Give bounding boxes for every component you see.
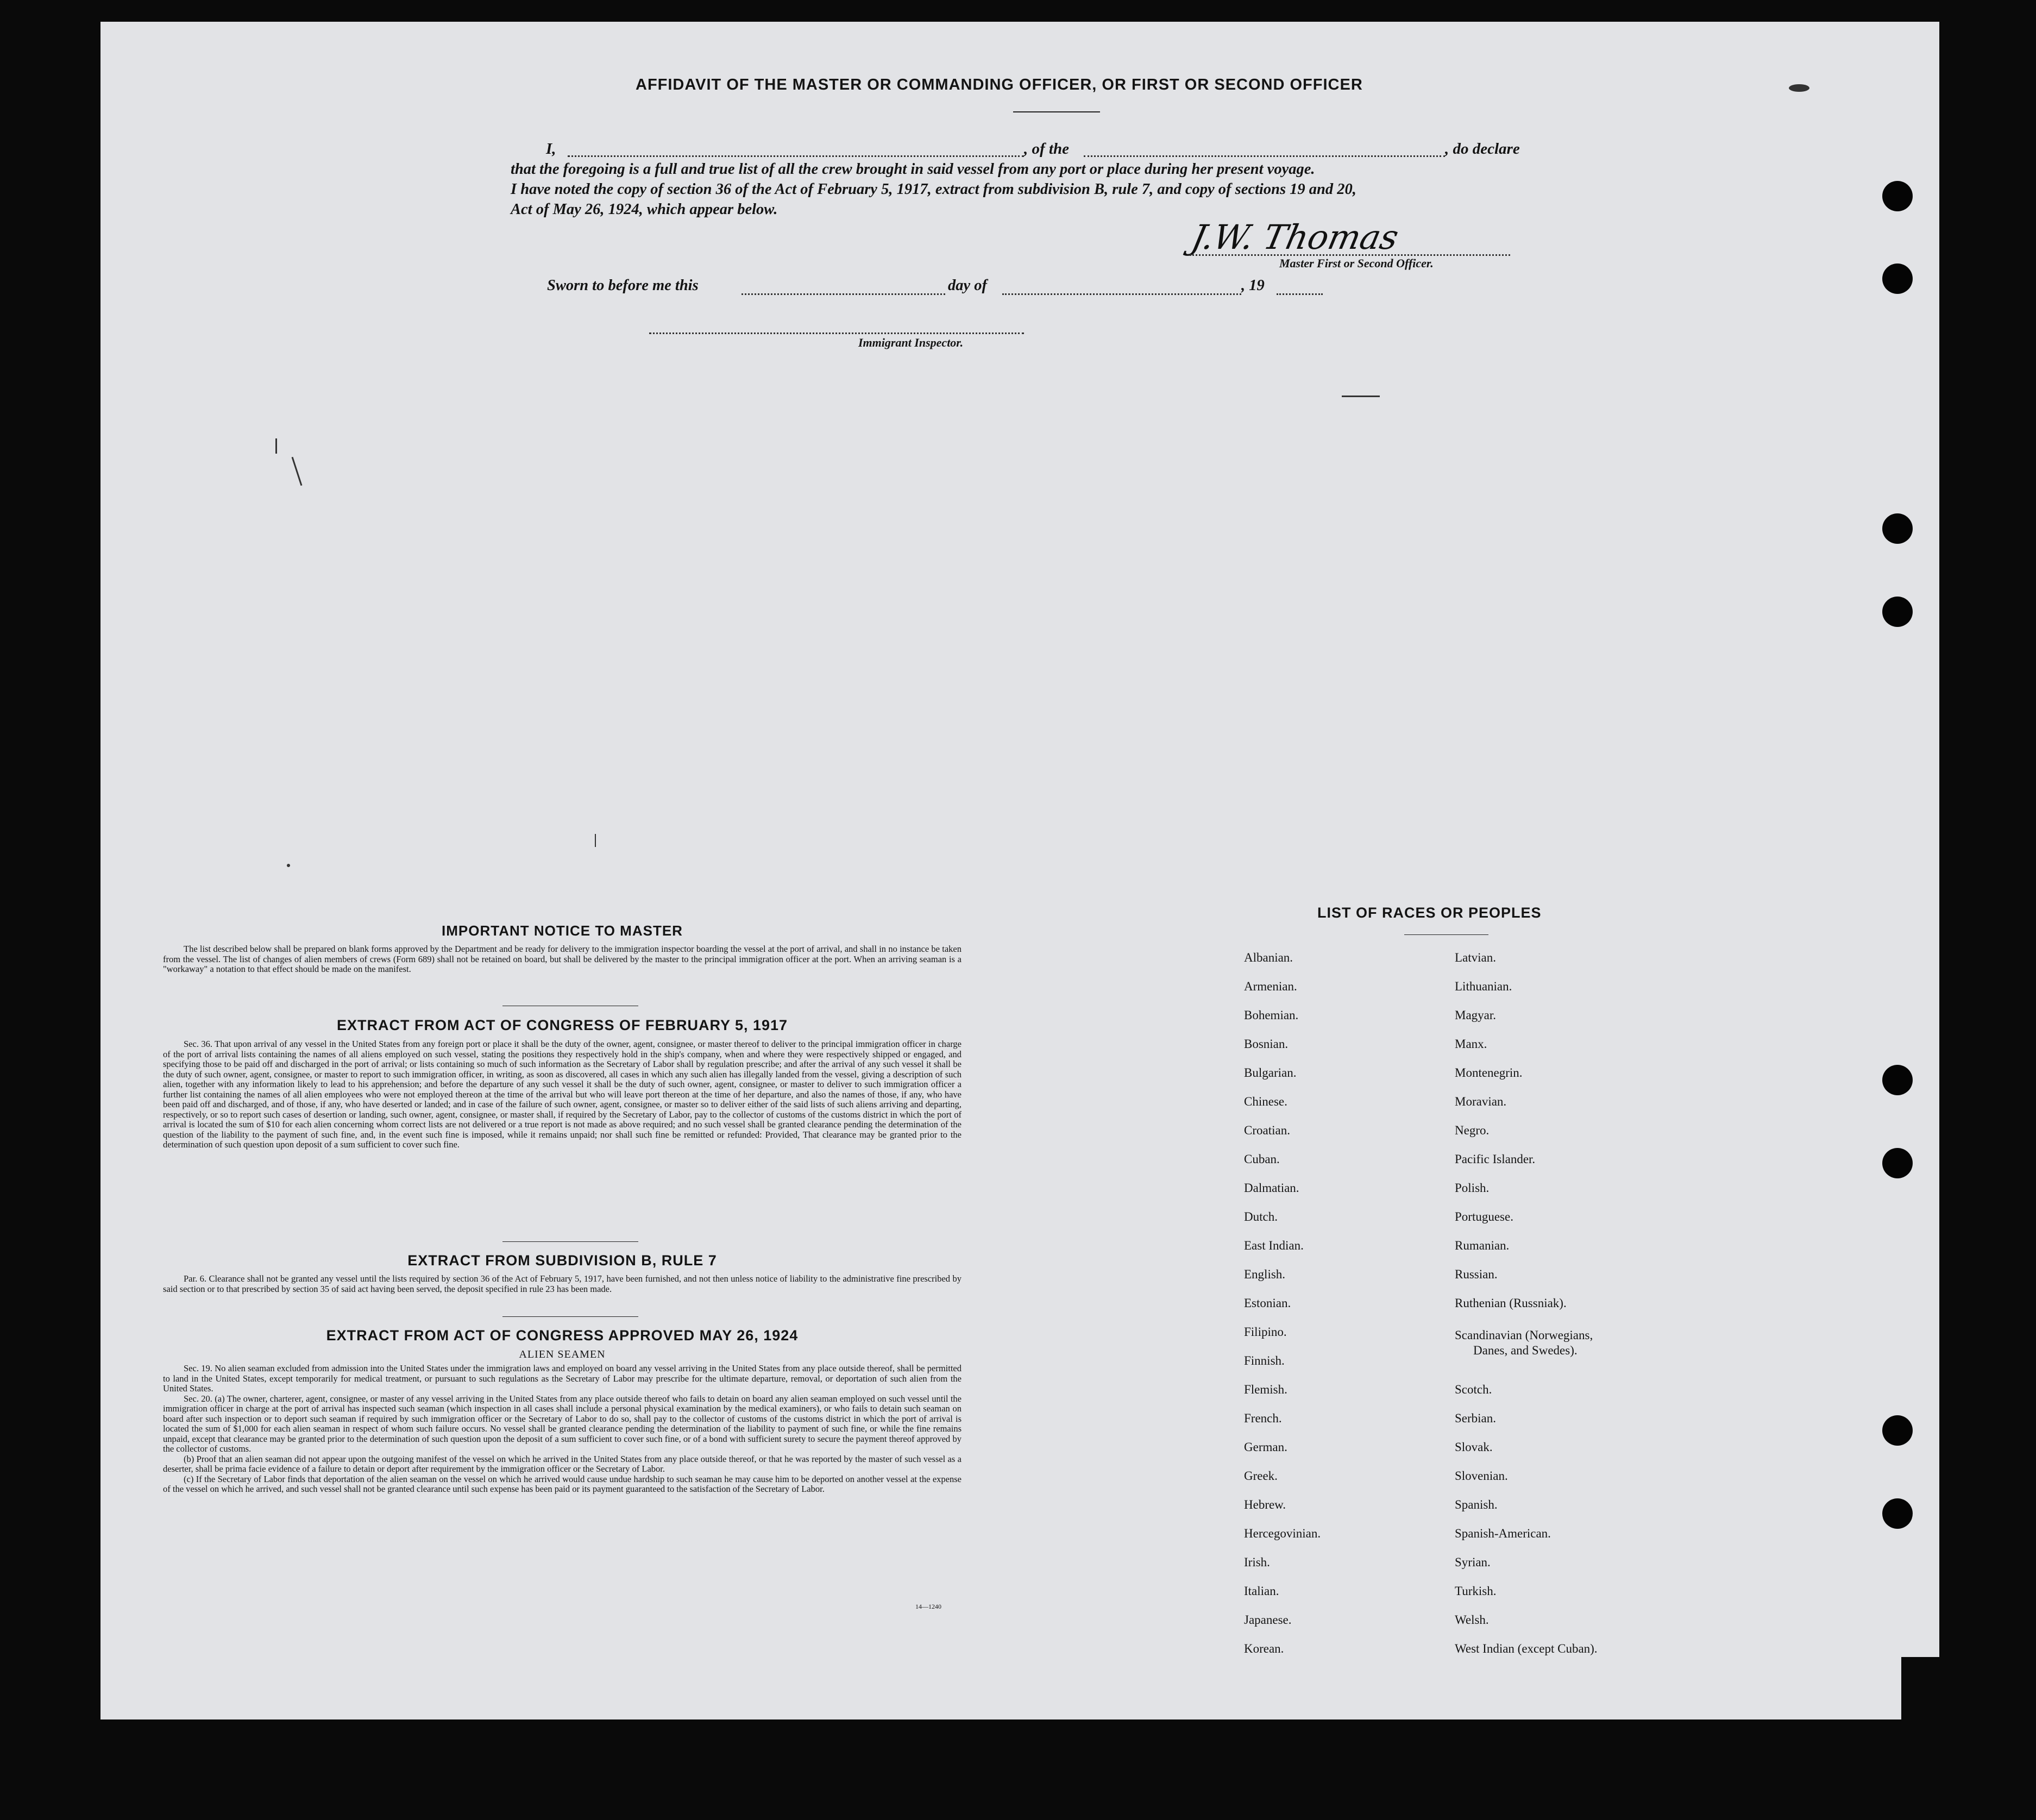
race-item: Ruthenian (Russniak). (1455, 1296, 1567, 1310)
race-item: Greek. (1244, 1469, 1278, 1483)
title-divider (1013, 111, 1100, 112)
sworn-month-blank (1002, 293, 1241, 295)
race-item: Croatian. (1244, 1124, 1290, 1137)
extract-1917-divider (502, 1241, 638, 1242)
race-item: Rumanian. (1455, 1239, 1510, 1252)
rule7-title: EXTRACT FROM SUBDIVISION B, RULE 7 (407, 1252, 717, 1269)
rule7-text (163, 1274, 962, 1294)
extract-1917-title: EXTRACT FROM ACT OF CONGRESS OF FEBRUARY 5, 1917 (336, 1017, 788, 1033)
race-item: Cuban. (1244, 1152, 1280, 1166)
race-item: Dalmatian. (1244, 1181, 1299, 1195)
race-item: Estonian. (1244, 1296, 1291, 1310)
extract-1924-text (163, 1364, 962, 1495)
extract-1917-text (163, 1039, 962, 1150)
race-item: Polish. (1455, 1181, 1490, 1195)
race-item: German. (1244, 1440, 1287, 1454)
inspector-line (649, 332, 1024, 334)
race-item: West Indian (except Cuban). (1455, 1642, 1598, 1655)
race-item: Dutch. (1244, 1210, 1278, 1223)
race-item: Albanian. (1244, 951, 1293, 964)
race-item: Montenegrin. (1455, 1066, 1523, 1080)
race-item: Negro. (1455, 1124, 1490, 1137)
race-item: Bohemian. (1244, 1008, 1299, 1022)
race-item: Spanish-American. (1455, 1527, 1551, 1540)
races-title: LIST OF RACES OR PEOPLES (1317, 905, 1542, 921)
race-item: Lithuanian. (1455, 980, 1512, 993)
declare-i: I, (546, 140, 556, 158)
race-item: Spanish. (1455, 1498, 1498, 1511)
binder-hole (1882, 1498, 1913, 1529)
affidavit-title: AFFIDAVIT OF THE MASTER OR COMMANDING OFFICER, OR FIRST OR SECOND OFFICER (636, 76, 1363, 93)
binder-hole (1882, 1415, 1913, 1446)
sworn-year: , 19 (1241, 277, 1265, 294)
race-item: Serbian. (1455, 1411, 1497, 1425)
race-item: Syrian. (1455, 1555, 1491, 1569)
race-item: Japanese. (1244, 1613, 1292, 1627)
signature-line (1190, 254, 1510, 256)
race-item: Russian. (1455, 1267, 1498, 1281)
affidavit-body-line-1: that the foregoing is a full and true list of all the crew brought in said vessel from any port or place during her present voyage. (511, 161, 1315, 178)
binder-hole (1882, 1148, 1913, 1178)
notice-text (163, 944, 962, 975)
sworn-day-of: day of (948, 277, 988, 294)
sworn-day-blank (741, 293, 945, 295)
race-item: East Indian. (1244, 1239, 1304, 1252)
sworn-year-blank (1277, 293, 1323, 295)
sec20a-paragraph: Sec. 20. (a) The owner, charterer, agent, consignee, or master of any vessel arriving in the United States from any place outside thereof who fails to detain on board any alien seaman employed on such vessel until the immigration officer in charge at the port of arrival has inspected such seaman (which inspection in all cases shall include a personal physical examination by the medical examiners), or who fails to detain such seaman on board after such inspection or to deport such seaman if required by such immigration officer or the Secretary of Labor to do so, shall pay to the collector of customs of the customs district in which the port of arrival is located the sum of $1,000 for each alien seaman in respect of whom such failure occurs. No vessel shall be granted clearance pending the determination of the liability to payment of such fine, or while the fine remains unpaid, except that clearance may be granted prior to the determination of such question upon the deposit of a sum sufficient to cover such fine, or of a bond with sufficient surety to secure the payment thereof approved by the collector of customs. (163, 1393, 962, 1454)
binder-hole (1882, 597, 1913, 627)
race-item: Hercegovinian. (1244, 1527, 1321, 1540)
sworn-prefix: Sworn to before me this (547, 277, 699, 294)
races-divider (1404, 934, 1488, 935)
race-item: Pacific Islander. (1455, 1152, 1536, 1166)
sec20b-paragraph: (b) Proof that an alien seaman did not appear upon the outgoing manifest of the vessel on which he arrived in the United States from any place outside thereof, or that he was reported by the master of such vessel as a deserter, shall be prima facie evidence of a failure to detain or deport after requirement by the immigration officer or the Secretary of Labor. (163, 1453, 962, 1474)
inspector-caption: Immigrant Inspector. (858, 336, 964, 349)
binder-hole (1882, 263, 1913, 294)
name-blank (568, 155, 1024, 157)
race-item: Slovenian. (1455, 1469, 1508, 1483)
stray-mark (1342, 396, 1380, 397)
alien-seamen-subtitle: ALIEN SEAMEN (519, 1348, 606, 1360)
race-item: Korean. (1244, 1642, 1284, 1655)
notice-title: IMPORTANT NOTICE TO MASTER (442, 922, 683, 939)
vessel-blank (1084, 155, 1445, 157)
race-item: Danes, and Swedes). (1473, 1344, 1578, 1357)
race-item: Irish. (1244, 1555, 1270, 1569)
page-corner (1901, 1657, 1939, 1719)
race-item: Chinese. (1244, 1095, 1287, 1108)
race-item: Latvian. (1455, 951, 1496, 964)
race-item: Scandinavian (Norwegians, (1455, 1328, 1593, 1342)
race-item: Italian. (1244, 1584, 1279, 1598)
stray-mark (595, 834, 596, 847)
declare-do-declare: , do declare (1445, 140, 1520, 158)
declare-of-the: , of the (1024, 140, 1069, 158)
race-item: Filipino. (1244, 1325, 1287, 1339)
rule7-divider (502, 1316, 638, 1317)
stray-mark (292, 457, 303, 486)
stray-mark (275, 438, 277, 454)
extract-1924-title: EXTRACT FROM ACT OF CONGRESS APPROVED MAY 26, 1924 (326, 1327, 799, 1344)
sec20c-paragraph: (c) If the Secretary of Labor finds that deportation of the alien seaman on the vessel on which he arrived would cause undue hardship to such seaman he may cause him to be deported on another vessel at the expense of the vessel on which he arrived, and such vessel shall not be granted clearance until such expense has been paid or its payment guaranteed to the satisfaction of the Secretary of Labor. (163, 1473, 962, 1494)
section-36-paragraph: Sec. 36. That upon arrival of any vessel in the United States from any foreign port or place it shall be the duty of the owner, agent, consignee, or master thereof to deliver to the principal immigration officer in charge of the port of arrival lists containing the names of all aliens employed on such vessel, stating the positions they respectively hold in the ship's company, when and where they were respectively shipped or engaged, and specifying those to be paid off and discharged in the port of arrival; or lists containing so much of such information as the Secretary of Labor shall by regulation prescribe; and after the arrival of any such vessel it shall be the duty of such owner, agent, consignee, or master to report to such immigration officer, in writing, as soon as discovered, all cases in which any such alien has illegally landed from the vessel, giving a description of such alien, together with any information likely to lead to his apprehension; and before the departure of any such vessel it shall be the duty of such owner, agent, consignee, or master to deliver to such immigration officer a further list containing the names of all alien employees who were not employed thereon at the time of the arrival but who will leave port thereon at the time of her departure, and also the names of those, if any, who have been paid off and discharged, and of those, if any, who have deserted or landed; and in case of the failure of such owner, agent, consignee, or master so to deliver either of the said lists of such aliens arriving and departing, respectively, or so to report such cases of desertion or landing, such owner, agent, consignee, or master shall, if required by the Secretary of Labor, pay to the collector of customs of the customs district in which the port of arrival is located the sum of $10 for each alien concerning whom correct lists are not delivered or a true report is not made as above required; and no such vessel shall be granted clearance pending the determination of the question of the liability to the payment of such fine, and, in the event such fine is imposed, while it remains unpaid; nor shall such fine be remitted or refunded: Provided, That clearance may be granted prior to the determination of such question upon deposit of a sum sufficient to cover such fine. (163, 1039, 962, 1150)
race-item: Bulgarian. (1244, 1066, 1297, 1080)
race-item: Portuguese. (1455, 1210, 1513, 1223)
notice-paragraph: The list described below shall be prepared on blank forms approved by the Department and be ready for delivery to the immigration inspector boarding the vessel at the port of arrival, and shall in no instance be taken from the vessel. The list of changes of alien members of crews (Form 689) shall not be retained on board, but shall be delivered by the master to the principal immigration officer at the port. When an arriving seaman is a "workaway" a notation to that effect should be made on the manifest. (163, 944, 962, 974)
binder-hole (1882, 1065, 1913, 1095)
race-item: Bosnian. (1244, 1037, 1289, 1051)
document-page (100, 22, 1939, 1719)
race-item: Welsh. (1455, 1613, 1489, 1627)
binder-hole (1882, 181, 1913, 211)
race-item: Scotch. (1455, 1383, 1492, 1396)
stray-mark (1789, 84, 1809, 92)
race-item: Flemish. (1244, 1383, 1287, 1396)
race-item: English. (1244, 1267, 1286, 1281)
affidavit-body-line-3: Act of May 26, 1924, which appear below. (511, 201, 778, 218)
race-item: Manx. (1455, 1037, 1487, 1051)
signature-caption: Master First or Second Officer. (1279, 256, 1434, 270)
race-item: Magyar. (1455, 1008, 1497, 1022)
race-item: Slovak. (1455, 1440, 1493, 1454)
binder-hole (1882, 513, 1913, 544)
stray-mark (287, 864, 290, 867)
par6-paragraph: Par. 6. Clearance shall not be granted any vessel until the lists required by section 36 of the Act of February 5, 1917, have been furnished, and not then unless notice of liability to the administrative fine prescribed by said section or to that prescribed by section 35 of said act having been served, the deposit specified in rule 23 has been made. (163, 1273, 962, 1294)
sec19-paragraph: Sec. 19. No alien seaman excluded from admission into the United States under the immigration laws and employed on board any vessel arriving in the United States from any place outside thereof, shall be permitted to land in the United States, except temporarily for medical treatment, or pursuant to such regulations as the Secretary of Labor may prescribe for the ultimate departure, removal, or deportation of such alien from the United States. (163, 1363, 962, 1394)
affidavit-body-line-2: I have noted the copy of section 36 of the Act of February 5, 1917, extract from subdivision B, rule 7, and copy of sections 19 and 20, (511, 181, 1356, 198)
race-item: Hebrew. (1244, 1498, 1286, 1511)
race-item: Moravian. (1455, 1095, 1507, 1108)
race-item: Turkish. (1455, 1584, 1497, 1598)
signature: J.W. Thomas (1188, 217, 1403, 257)
race-item: Finnish. (1244, 1354, 1285, 1367)
race-item: Armenian. (1244, 980, 1297, 993)
race-item: French. (1244, 1411, 1282, 1425)
form-number: 14—1240 (915, 1603, 941, 1610)
